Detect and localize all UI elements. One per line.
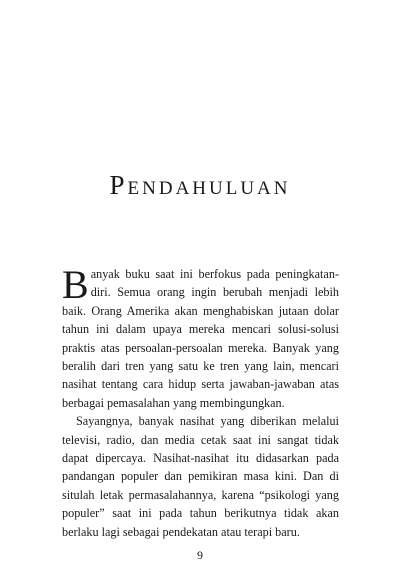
paragraph: Sayangnya, banyak nasihat yang diberikan melalui televisi, radio, dan media cetak saat ini sangat tidak dapat dipercaya. Nasihat-nasihat itu didasarkan pada pandangan populer dan pemikiran masa kini. Dan di situlah letak permasalahannya, karena “psikologi yang populer” saat ini pada tahun berikutnya tidak akan berlaku lagi sebagai pendekatan atau terapi baru. (62, 414, 339, 539)
body-text (62, 262, 339, 541)
page-number: 9 (197, 548, 203, 562)
chapter-title: Pendahuluan (109, 170, 291, 200)
paragraph: Banyak buku saat ini berfokus pada peningkatan-diri. Semua orang ingin berubah menjadi lebih baik. Orang Amerika akan menghabiskan jutaan dolar tahun ini dalam upaya mereka mencari solusi-solusi praktis atas persoalan-persoalan mereka. Banyak yang beralih dari tren yang satu ke tren yang lain, mencari nasihat tentang cara hidup serta jawaban-jawaban atas berbagai pemasalahan yang membingungkan. (62, 262, 339, 410)
